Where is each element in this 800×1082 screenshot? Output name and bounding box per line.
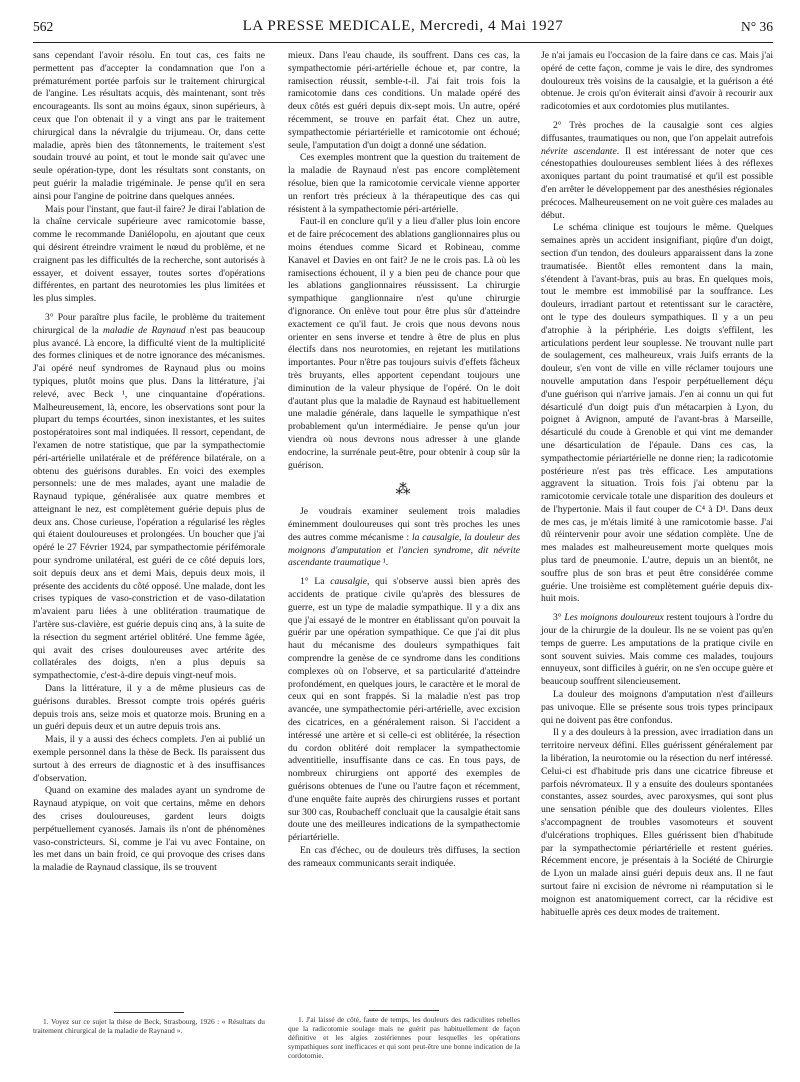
italic-term: Les moignons douloureux bbox=[564, 612, 664, 624]
paragraph: La douleur des moignons d'amputation n'est d'ailleurs pas univoque. Elle se présente sous trois types principaux qui ne doivent pas être confondus. bbox=[541, 689, 773, 726]
paragraph: Mais pour l'instant, que faut-il faire? Je dirai l'ablation de la chaîne cervicale supérieure avec ramicotomie basse, comme le recommande Daniélopolu, en ajoutant que ceux qui désirent étreindre vraiment le nœud du problème, et ne craignent pas les difficultés de la recherche, sont autorisés à essayer, et doivent essayer, toutes sortes d'opérations différentes, en partant des neurotomies les plus limitées et les plus simples. bbox=[33, 203, 265, 305]
italic-term: causalgie bbox=[330, 576, 367, 588]
text-span: restent toujours à l'ordre du jour de la chirurgie de la douleur. Ils ne se voient pas qu'en temps de guerre. Les amputations de la pratique civile en sont souvent suivies. Mais comme ces malades, toujours ennuyeux, sont difficiles à guérir, on ne s'en occupe guère et beaucoup souffrent silencieusement. bbox=[541, 612, 773, 688]
paragraph: Quand on examine des malades ayant un syndrome de Raynaud atypique, on voit que certains, même en dehors des crises douloureuses, gardent leurs doigts perpétuellement cyanosés. Jamais ils n'ont de phénomènes vaso-constricteurs. Si, comme je l'ai vu avec Fontaine, on les met dans un bain froid, ce qui provoque des crises dans la maladie de Raynaud classique, ils se trouvent bbox=[33, 785, 265, 874]
italic-term: maladie de Raynaud bbox=[103, 324, 186, 336]
paragraph: En cas d'échec, ou de douleurs très diffuses, la section des rameaux communicants serait indiquée. bbox=[288, 845, 520, 869]
footnote-middle bbox=[288, 1010, 520, 1060]
text-span: 2° Très proches de la causalgie sont ces algies diffusantes, traumatiques ou non, que l'on appelait autrefois bbox=[541, 119, 773, 144]
text-span: 3° Pour paraître plus facile, le problème du traitement chirurgical de la bbox=[33, 311, 265, 336]
text-span: Je voudrais examiner seulement trois maladies éminemment douloureuses qui sont très proches les unes des autres comme mécanisme : bbox=[288, 506, 520, 543]
footnote-left bbox=[33, 1012, 265, 1035]
paragraph: sans cependant l'avoir résolu. En tout cas, ces faits ne permettent pas d'accepter la condamnation que l'on a prématurément portée parfois sur le traitement chirurgical de l'angine. Les résultats acquis, dès maintenant, sont très encourageants. Ils sont au moins égaux, sinon supérieurs, à ceux que l'on obtenait il y a vingt ans par le traitement chirurgical dans la névralgie du trijumeau. Or, dans cette maladie, après bien des tâtonnements, le traitement s'est soudain trouvé au point, et tout le monde sait qu'avec une seule opération-type, dont les résultats sont constants, on peut guérir la maladie trigéminale. Je pense qu'il en sera ainsi pour l'angine de poitrine dans quelques années. bbox=[33, 50, 265, 202]
issue-number: N° 36 bbox=[740, 19, 773, 34]
italic-term: névrite ascendante bbox=[541, 145, 617, 157]
paragraph: mieux. Dans l'eau chaude, ils souffrent. Dans ces cas, la sympathectomie péri-artérielle échoue et, par contre, la ramisection réussit, semble-t-il. J'ai fait trois fois la ramicotomie dans ces conditions. Un malade opéré des deux côtés est guéri depuis dix-sept mois. Un autre, opéré récemment, se trouve en parfait état. Chez un autre, sympathectomie périartérielle et ramicotomie ont échoué; seule, l'amputation d'un doigt a donné une sédation. bbox=[288, 50, 520, 151]
column-middle bbox=[288, 50, 520, 871]
text-span: , qui s'observe aussi bien après des accidents de pratique civile qu'après des blessures de guerre, est un type de maladie sympathique. Il y a dix ans que j'ai essayé de le montrer en établissant qu'on pouvait la guérir par une opération sympathique. Ce que j'ai dit plus haut du mécanisme des douleurs sympathiques fait comprendre la genèse de ce syndrome dans les conditions complexes où on l'observe, et sa particularité d'atteindre profondément, en quelques jours, le caractère et le moral de ceux qui en sont frappés. Si la maladie n'est pas trop avancée, une sympathectomie péri-artérielle, avec excision des cicatrices, en a généralement raison. Si l'accident a intéressé une artère et si celle-ci est oblitérée, la résection du cordon oblitéré doit remplacer la sympathectomie adventitielle, insuffisante dans ce cas. En tous pays, de nombreux chirurgiens ont apporté des exemples de guérisons obtenues de l'une ou l'autre façon et récemment, d'une enquête faite auprès des chirurgiens russes et portant sur 300 cas, Roubacheff concluait que la causalgie était sans doute une des meilleures indications de la sympathectomie périartérielle. bbox=[288, 576, 520, 844]
paragraph: Le schéma clinique est toujours le même. Quelques semaines après un accident insignifiant, piqûre d'un doigt, section d'un tendon, des douleurs apparaissent dans la zone traumatisée. Bientôt elles remontent dans la main, s'étendent à l'avant-bras, puis au bras. En quelques mois, tout le membre est immobilisé par la souffrance. Les douleurs, irradiant partout et retentissant sur le caractère, ont le type des douleurs sympathiques. Il y a un peu d'atrophie à la périphérie. Les doigts s'effilent, les articulations perdent leur souplesse. Ne trouvant nulle part de soulagement, ces malheureux, vrais Juifs errants de la douleur, s'en vont de ville en ville réclamer toujours une nouvelle amputation dans l'espoir perpétuellement déçu d'une guérison qui n'arrive jamais. J'en ai connu un qui fut désarticulé d'un doigt puis d'un métacarpien à Lyon, du poignet à Avignon, amputé de l'avant-bras à Marseille, désarticulé du coude à Grenoble et qui vint me demander une désarticulation de l'épaule. Dans ces cas, la sympathectomie périartérielle ne donne rien; la radicotomie postérieure n'est pas très efficace. Les amputations aggravent la situation. Trois fois j'ai obtenu par la ramicotomie cervicale totale une disparition des douleurs et de l'hypertonie. Mais il faut couper de C⁴ à D¹. Dans deux de mes cas, je m'étais limité à une ramicotomie basse. J'ai dû réintervenir pour avoir une sédation complète. Une de mes malades est malheureusement morte quelques mois plus tard de pneumonie. L'autre, depuis un an bientôt, ne souffre plus de son bras et peut être considérée comme guérie. Une troisième est complètement guérie depuis dix-huit mois. bbox=[541, 222, 773, 605]
page-number: 562 bbox=[33, 19, 54, 34]
text-span: n'est pas beaucoup plus avancé. Là encore, la difficulté vient de la multiplicité des formes cliniques et de notre ignorance des mécanismes. J'ai opéré neuf syndromes de Raynaud plus ou moins typiques, plutôt moins que plus. Dans la littérature, j'ai relevé, avec Beck ¹, une cinquantaine d'opérations. Malheureusement, là, encore, les observations sont pour la plupart du temps écourtées, sinon inexistantes, et les suites postopératoires sont mal indiquées. Il ressort, cependant, de l'examen de notre statistique, que par la sympathectomie péri-artérielle unilatérale et de préférence bilatérale, on a obtenu des guérisons durables. En voici des exemples personnels: une de mes malades, ayant une maladie de Raynaud typique, généralisée aux quatre membres et atteignant le nez, est complètement guérie depuis plus de deux ans. Chose curieuse, l'opération a régularisé les règles qui étaient douloureuses et prolongées. Un boucher que j'ai opéré le 27 Février 1924, par sympathectomie périfémorale pour syndrome unilatéral, est guéri de ce côté depuis lors, soit depuis deux ans et demi Mais, depuis deux mois, il présente des accidents du côté opposé. Une malade, dont les crises typiques de vaso-constriction et de vaso-dilatation m'avaient paru liées à une oblitération traumatique de l'artère sus-clavière, est guérie depuis cinq ans, à la suite de la résection du segment artériel oblitéré. Une femme âgée, qui avait des crises douloureuses avec artérite des collatérales des doigts, n'en a plus depuis sa sympathectomie, c'est-à-dire depuis vingt-neuf mois. bbox=[33, 324, 265, 682]
paragraph: Faut-il en conclure qu'il y a lieu d'aller plus loin encore et de faire précocement des ablations ganglionnaires plus ou moins étendues comme Sicard et Robineau, comme Kanavel et Davies en ont fait? Je ne le crois pas. Là où les ramisections échouent, il y a bien peu de chance pour que les ablations ganglionnaires réussissent. La chirurgie sympathique ganglionnaire n'est qu'une chirurgie d'ignorance. On enlève tout pour être plus sûr d'atteindre exactement ce qu'il faut. Je crois que nous devons nous orienter en sens inverse et tendre à être de plus en plus électifs dans nos neurotomies, en rejetant les mutilations importantes. Pour n'être pas toujours suivis d'effets fâcheux très bruyants, elles apportent cependant toujours une diminution de la valeur physique de l'opéré. On le doit d'autant plus que la maladie de Raynaud est habituellement une maladie générale, dans laquelle le sympathique n'est probablement qu'un intermédiaire. Je pense qu'un jour viendra où nous devrons nous adresser à une glande endocrine, la surrénale peut-être, pour obtenir à coup sûr la guérison. bbox=[288, 216, 520, 471]
paragraph-nevrite bbox=[541, 120, 773, 222]
paragraph: Je n'ai jamais eu l'occasion de la faire dans ce cas. Mais j'ai opéré de cette façon, comme je vais le dire, des syndromes douloureux très voisins de la causalgie, et la guérison a été obtenue. Je crois qu'on éviterait ainsi d'avoir à recourir aux radicotomies et aux cordotomies plus mutilantes. bbox=[541, 50, 773, 113]
paragraph: Ces exemples montrent que la question du traitement de la maladie de Raynaud n'est pas encore complètement résolue, bien que la ramicotomie cervicale vienne apporter un renfort très précieux à la thérapeutique des cas qui résistent à la sympathectomie péri-artérielle. bbox=[288, 152, 520, 215]
paragraph-raynaud bbox=[33, 312, 265, 683]
column-left bbox=[33, 50, 265, 875]
footnote-text: 1. Voyez sur ce sujet la thèse de Beck, Strasbourg, 1926 : « Résultats du traitement chirurgical de la maladie de Raynaud ». bbox=[33, 1017, 265, 1035]
journal-title: LA PRESSE MEDICALE, Mercredi, 4 Mai 1927 bbox=[242, 18, 564, 34]
paragraph-intro bbox=[288, 506, 520, 570]
text-span: 3° bbox=[553, 612, 565, 624]
text-span: . Il est intéressant de noter que ces cénestopathies douloureuses semblent liées à des réflexes axoniques partant du point traumatisé et qu'il est possible d'en arrêter le développement par des anesthésies régionales précoces. Malheureusement on ne voit guère ces malades au début. bbox=[541, 145, 773, 221]
italic-term: la causalgie, la douleur des moignons d'amputation et l'ancien syndrome, dit névrite ascendante traumatique bbox=[288, 531, 520, 569]
paragraph: Mais, il y a aussi des échecs complets. J'en ai publié un exemple personnel dans la thèse de Beck. Ils paraissent dus surtout à des erreurs de diagnostic et à des insuffisances d'observation. bbox=[33, 734, 265, 784]
text-span: ¹. bbox=[380, 557, 389, 569]
paragraph: Dans la littérature, il y a de même plusieurs cas de guérisons durables. Bressot compte trois opérés guéris depuis trois ans, seize mois et quatorze mois. Bruning en a un guéri depuis deux et un autre depuis trois ans. bbox=[33, 683, 265, 733]
column-right bbox=[541, 50, 773, 919]
footnote-text: 1. J'ai laissé de côté, faute de temps, les douleurs des radiculites rebelles que la radicotomie soulage mais ne guérit pas habituellement de façon définitive et les algies zostériennes pour lesquelles les opérations sympathiques sont inefficaces et qui sont peut-être une bonne indication de la cordotomie. bbox=[288, 1015, 520, 1060]
paragraph-moignons bbox=[541, 612, 773, 689]
footnote-rule bbox=[114, 1012, 184, 1013]
page-header bbox=[33, 19, 773, 41]
paragraph: Il y a des douleurs à la pression, avec irradiation dans un territoire nerveux défini. Elles guérissent généralement par la libération, la neurotomie ou la résection du nerf intéressé. Celui-ci est d'habitude pris dans une cicatrice fibreuse et parfois névromateux. Il y a ensuite des douleurs spontanées constantes, assez sourdes, avec paroxysmes, qui sont plus une sensation pénible que des douleurs violentes. Elles s'accompagnent de troubles vasomoteurs et souvent d'ulcérations trophiques. Elles guérissent bien d'habitude par la sympathectomie périartérielle et restent guéries. Récemment encore, je présentais à la Société de Chirurgie de Lyon un malade ainsi guéri depuis deux ans. Il ne faut surtout faire ni excision de névrome ni réamputation si le moignon est anatomiquement correct, car la récidive est habituelle après ces deux modes de traitement. bbox=[541, 727, 773, 918]
section-asterism: ⁂ bbox=[395, 482, 413, 499]
header-rule bbox=[33, 42, 773, 43]
footnote-rule bbox=[369, 1010, 439, 1011]
text-span: 1° La bbox=[300, 576, 331, 588]
paragraph-causalgie bbox=[288, 576, 520, 845]
